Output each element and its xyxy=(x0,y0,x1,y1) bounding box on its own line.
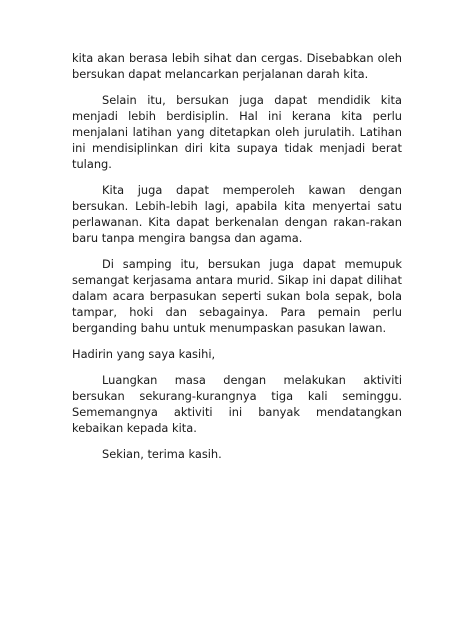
document-body xyxy=(72,50,402,472)
paragraph-7: Sekian, terima kasih. xyxy=(102,447,222,461)
paragraph-3: Kita juga dapat memperoleh kawan dengan bersukan. Lebih-lebih lagi, apabila kita menyertai satu perlawanan. Kita dapat berkenalan dengan rakan-rakan baru tanpa mengira bangsa dan agama. xyxy=(72,183,402,245)
paragraph-6: Luangkan masa dengan melakukan aktiviti bersukan sekurang-kurangnya tiga kali seminggu. Sememangnya aktiviti ini banyak mendatangkan kebaikan kepada kita. xyxy=(72,373,402,435)
paragraph-4: Di samping itu, bersukan juga dapat memupuk semangat kerjasama antara murid. Sikap ini dapat dilihat dalam acara berpasukan seperti sukan bola sepak, bola tampar, hoki dan sebagainya. Para pemain perlu berganding bahu untuk menumpaskan pasukan lawan. xyxy=(72,257,402,335)
paragraph-1: kita akan berasa lebih sihat dan cergas. Disebabkan oleh bersukan dapat melancarkan perjalanan darah kita. xyxy=(72,51,402,81)
paragraph-5: Hadirin yang saya kasihi, xyxy=(72,347,216,361)
paragraph-2: Selain itu, bersukan juga dapat mendidik kita menjadi lebih berdisiplin. Hal ini kerana kita perlu menjalani latihan yang ditetapkan oleh jurulatih. Latihan ini mendisiplinkan diri kita supaya tidak menjadi berat tulang. xyxy=(72,93,402,171)
